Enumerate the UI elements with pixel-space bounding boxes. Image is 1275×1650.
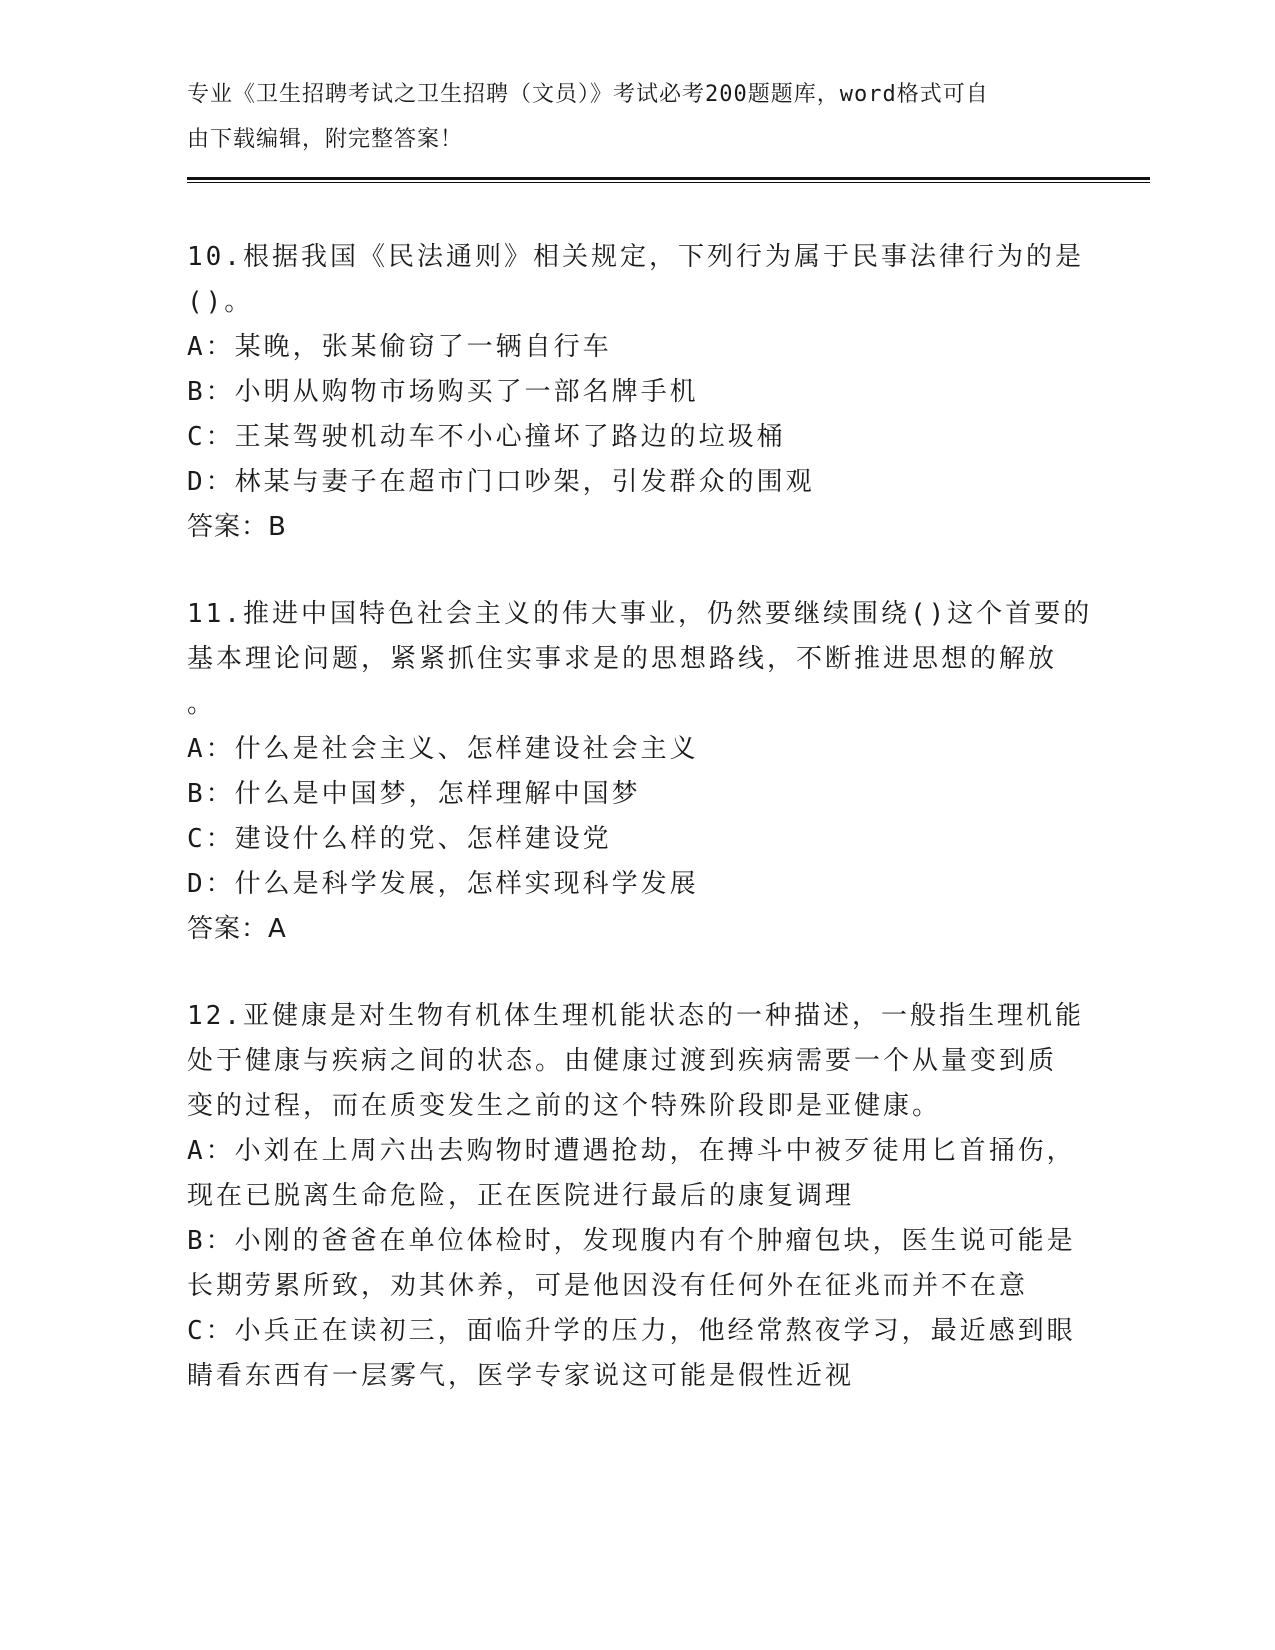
option-a: A：什么是社会主义、怎样建设社会主义 <box>187 734 699 764</box>
answer-label: 答案：A <box>187 914 287 944</box>
header-divider-thin <box>187 182 1150 183</box>
option-c: C：建设什么样的党、怎样建设党 <box>187 824 612 854</box>
option-b-continued: 长期劳累所致，劝其休养，可是他因没有任何外在征兆而并不在意 <box>187 1271 1029 1301</box>
question-stem: 基本理论问题，紧紧抓住实事求是的思想路线，不断推进思想的解放 <box>187 644 1058 674</box>
question-stem: 12.亚健康是对生物有机体生理机能状态的一种描述，一般指生理机能 <box>187 1001 1084 1031</box>
option-a-continued: 现在已脱离生命危险，正在医院进行最后的康复调理 <box>187 1181 855 1211</box>
question-list <box>187 235 1093 1441</box>
option-a: A：小刘在上周六出去购物时遭遇抢劫，在搏斗中被歹徒用匕首捅伤， <box>187 1136 1076 1166</box>
header-divider-thick <box>187 177 1150 180</box>
question-12 <box>187 994 1087 1399</box>
option-c: C：王某驾驶机动车不小心撞坏了路边的垃圾桶 <box>187 422 786 452</box>
option-c-continued: 睛看东西有一层雾气，医学专家说这可能是假性近视 <box>187 1361 855 1391</box>
header-line: 专业《卫生招聘考试之卫生招聘（文员）》考试必考200题题库，word格式可自 <box>187 82 989 107</box>
question-stem: 10.根据我国《民法通则》相关规定，下列行为属于民事法律行为的是 <box>187 242 1084 272</box>
question-11 <box>187 592 1093 952</box>
document-header <box>187 72 1067 162</box>
option-b: B：什么是中国梦，怎样理解中国梦 <box>187 779 641 809</box>
option-b: B：小明从购物市场购买了一部名牌手机 <box>187 377 699 407</box>
question-stem: 处于健康与疾病之间的状态。由健康过渡到疾病需要一个从量变到质 <box>187 1046 1058 1076</box>
answer-label: 答案：B <box>187 512 287 542</box>
question-stem: 11.推进中国特色社会主义的伟大事业，仍然要继续围绕()这个首要的 <box>187 599 1093 629</box>
header-line: 由下载编辑，附完整答案！ <box>187 127 464 152</box>
question-stem: ()。 <box>187 287 254 317</box>
option-a: A：某晚，张某偷窃了一辆自行车 <box>187 332 612 362</box>
question-10 <box>187 235 1087 550</box>
question-stem: 。 <box>187 689 217 719</box>
option-d: D：什么是科学发展，怎样实现科学发展 <box>187 869 699 899</box>
option-b: B：小刚的爸爸在单位体检时，发现腹内有个肿瘤包块，医生说可能是 <box>187 1226 1076 1256</box>
option-c: C：小兵正在读初三，面临升学的压力，他经常熬夜学习，最近感到眼 <box>187 1316 1076 1346</box>
question-stem: 变的过程，而在质变发生之前的这个特殊阶段即是亚健康。 <box>187 1091 942 1121</box>
option-d: D：林某与妻子在超市门口吵架，引发群众的围观 <box>187 467 815 497</box>
